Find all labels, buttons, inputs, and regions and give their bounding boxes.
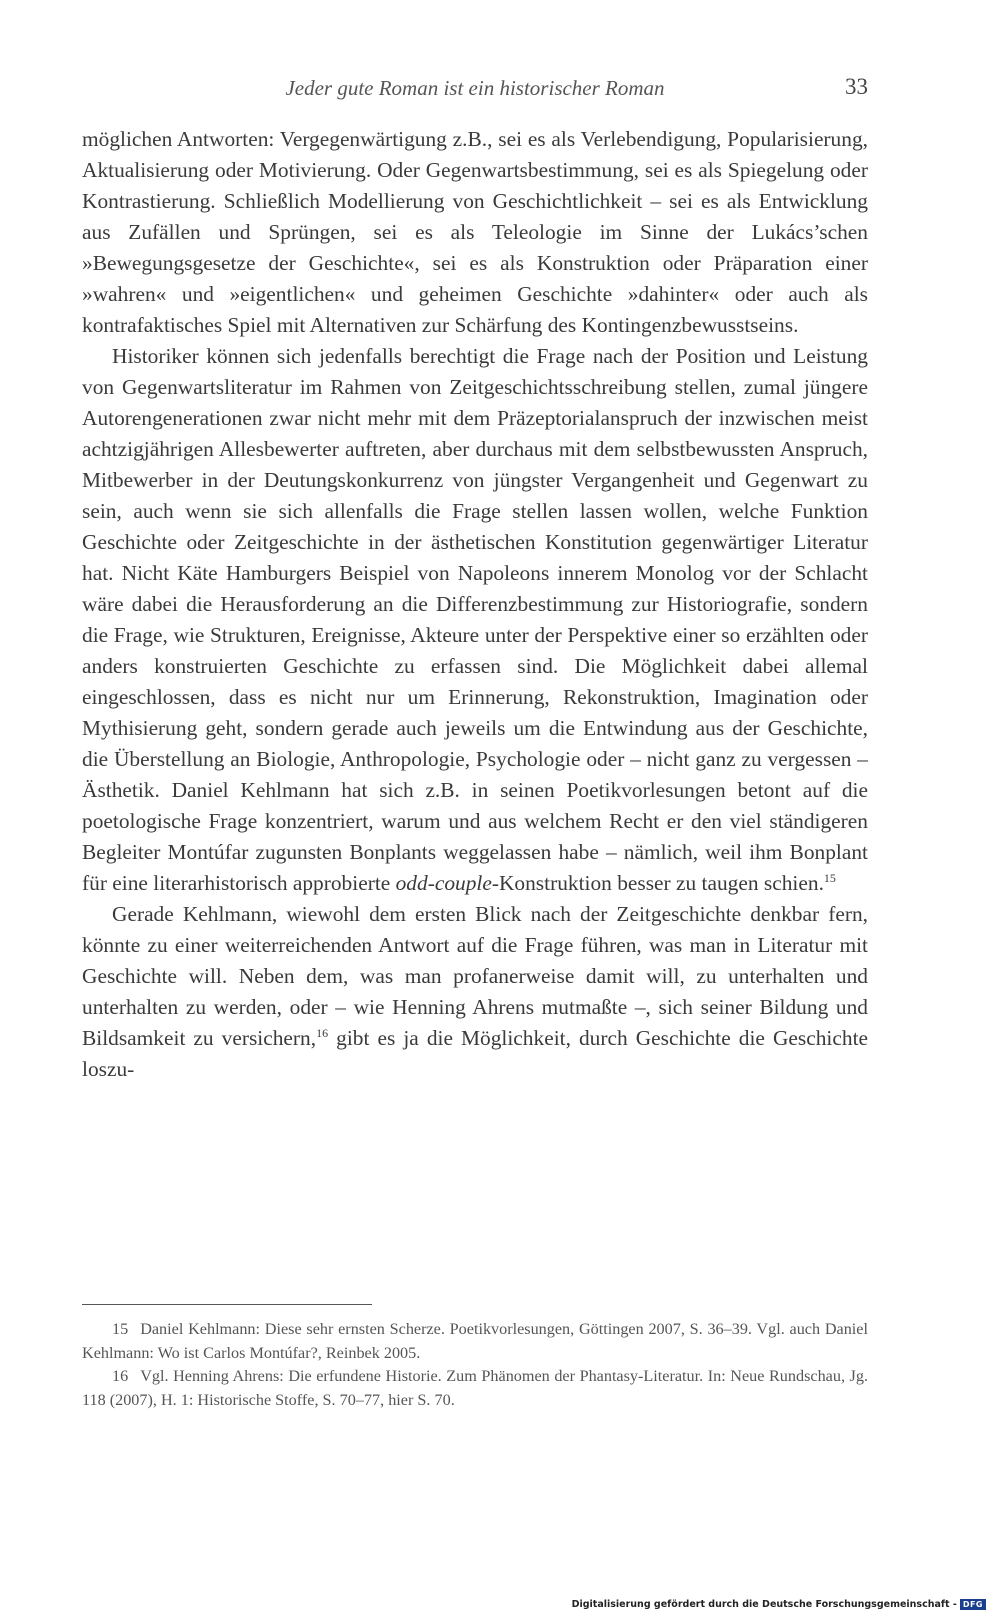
- footnote-number: 16: [112, 1367, 129, 1385]
- footnote-separator: [82, 1304, 372, 1305]
- dfg-logo: DFG: [960, 1599, 986, 1610]
- digitization-credit: [572, 1599, 986, 1610]
- footnotes: [82, 1318, 868, 1412]
- running-head: [82, 76, 868, 106]
- body-text: [82, 124, 868, 1085]
- running-title: Jeder gute Roman ist ein historischer Roman: [285, 76, 665, 100]
- paragraph-2: [82, 341, 868, 899]
- paragraph-1: möglichen Antworten: Vergegenwärtigung z.B., sei es als Verlebendigung, Popularisierung, Aktualisierung oder Motivierung. Oder Gegenwartsbestimmung, sei es als Spiegelung oder Kontrastierung. Schließlich Modellierung von Geschichtlichkeit – sei es als Entwicklung aus Zufällen und Sprüngen, sei es als Teleologie im Sinne der Lukács’schen »Bewegungsgesetze der Geschichte«, sei es als Konstruktion oder Präparation einer »wahren« und »eigentlichen« und geheimen Geschichte »dahinter« oder auch als kontrafaktisches Spiel mit Alternativen zur Schärfung des Kontingenzbewusstseins.: [82, 127, 868, 337]
- footnote-16: [82, 1365, 868, 1412]
- paragraph-3-text-b: gibt es ja die Möglichkeit, durch Geschichte die Geschichte loszu-: [82, 1026, 869, 1081]
- paragraph-3: [82, 899, 868, 1085]
- footnote-text: Vgl. Henning Ahrens: Die erfundene Historie. Zum Phänomen der Phantasy-Literatur. In: Neue Rundschau, Jg. 118 (2007), H. 1: Historische Stoffe, S. 70–77, hier S. 70.: [82, 1367, 868, 1409]
- footnote-text: Daniel Kehlmann: Diese sehr ernsten Scherze. Poetikvorlesungen, Göttingen 2007, S. 36–39. Vgl. auch Daniel Kehlmann: Wo ist Carlos Montúfar?, Reinbek 2005.: [82, 1320, 868, 1362]
- page-number: 33: [845, 74, 868, 99]
- footnote-number: 15: [112, 1320, 129, 1338]
- paragraph-3-text-a: Gerade Kehlmann, wiewohl dem ersten Blick nach der Zeitgeschichte denkbar fern, könnte zu einer weiterreichenden Antwort auf die Frage führen, was man in Literatur mit Geschichte will. Neben dem, was man profanerweise damit will, zu unterhalten und unterhalten zu werden, oder – wie Henning Ahrens mutmaßte –, sich seiner Bildung und Bildsamkeit zu versichern,: [82, 902, 868, 1050]
- paragraph-2-italic-term: odd-couple: [395, 871, 492, 895]
- paragraph-2-text: Historiker können sich jedenfalls berechtigt die Frage nach der Position und Leistung von Gegenwartsliteratur im Rahmen von Zeitgeschichtsschreibung stellen, zumal jüngere Autorengenerationen zwar nicht mehr mit dem Präzeptorialanspruch der inzwischen meist achtzigjährigen Allesbewerter auftreten, aber durchaus mit dem selbstbewussten Anspruch, Mitbewerber in der Deutungskonkurrenz von jüngster Vergangenheit und Gegenwart zu sein, auch wenn sie sich allenfalls die Frage stellen lassen wollen, welche Funktion Geschichte oder Zeitgeschichte in der ästhetischen Konstitution gegenwärtiger Literatur hat. Nicht Käte Hamburgers Beispiel von Napoleons innerem Monolog vor der Schlacht wäre dabei die Herausforderung an die Differenzbestimmung zur Historiografie, sondern die Frage, wie Strukturen, Ereignisse, Akteure unter der Perspektive einer so erzählten oder anders konstruierten Geschichte zu erfassen sind. Die Möglichkeit dabei allemal eingeschlossen, dass es nicht nur um Erinnerung, Rekonstruktion, Imagination oder Mythisierung geht, sondern gerade auch jeweils um die Entwindung aus der Geschichte, die Überstellung an Biologie, Anthropologie, Psychologie oder – nicht ganz zu vergessen – Ästhetik. Daniel Kehlmann hat sich z.B. in seinen Poetikvorlesungen betont auf die poetologische Frage konzentriert, warum und aus welchem Recht er den viel ständigeren Begleiter Montúfar zugunsten Bonplants weggelassen habe – nämlich, weil ihm Bonplant für eine literarhistorisch approbierte: [82, 344, 868, 895]
- digitization-credit-text: Digitalisierung gefördert durch die Deutsche Forschungsgemeinschaft -: [571, 1599, 957, 1610]
- footnote-15: [82, 1318, 868, 1365]
- footnote-ref-16: 16: [316, 1025, 329, 1040]
- paragraph-2-end: -Konstruktion besser zu taugen schien.: [491, 871, 824, 895]
- footnote-ref-15: 15: [823, 870, 836, 885]
